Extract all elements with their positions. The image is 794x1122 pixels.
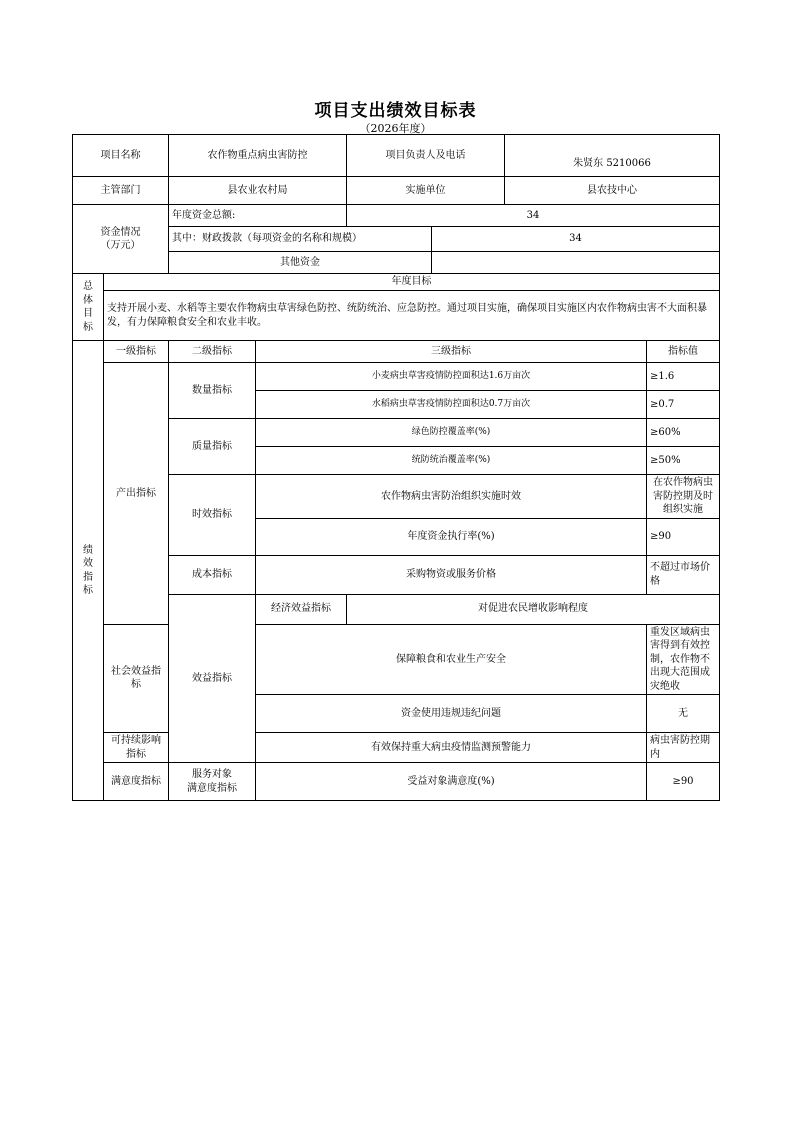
funds-other-label: 其他资金 (169, 252, 432, 274)
goal-label-char: 目 (83, 308, 93, 319)
dept-label: 主管部门 (73, 177, 169, 205)
indicators-label-char: 指 (83, 571, 93, 583)
header-value: 指标值 (647, 341, 720, 363)
funds-fiscal: 34 (432, 227, 720, 252)
impl-label: 实施单位 (347, 177, 505, 205)
service-label (169, 763, 256, 801)
indicator-name: 年度资金执行率(%) (256, 518, 647, 555)
goal-header: 年度目标 (104, 274, 720, 291)
funds-total-label: 年度资金总额: (169, 205, 347, 227)
indicator-value: 无 (647, 695, 720, 733)
indicator-name: 统防统治覆盖率(%) (256, 447, 647, 475)
project-name: 农作物重点病虫害防控 (169, 135, 347, 177)
dept: 县农业农村局 (169, 177, 347, 205)
indicator-value: ≥0.7 (647, 391, 720, 419)
funds-label (73, 205, 169, 274)
indicator-value: ≥60% (647, 419, 720, 447)
cost-label: 成本指标 (169, 555, 256, 594)
header-level2: 二级指标 (169, 341, 256, 363)
page-year: （2026年度） (359, 122, 432, 135)
indicator-value: 重发区域病虫害得到有效控制，农作物不出现大范围成灾绝收 (647, 624, 720, 695)
indicators-label-char: 效 (83, 558, 93, 569)
header-level3: 三级指标 (256, 341, 647, 363)
indicator-name: 绿色防控覆盖率(%) (256, 419, 647, 447)
indicator-name: 水稻病虫草害疫情防控面积达0.7万亩次 (256, 391, 647, 419)
funds-label-line2: （万元） (100, 240, 141, 251)
goal-text: 支持开展小麦、水稻等主要农作物病虫草害绿色防控、统防统治、应急防控。通过项目实施，确保项目实施区内农作物病虫害不大面积暴发，有力保障粮食安全和农业丰收。 (104, 291, 720, 341)
performance-table (72, 134, 720, 801)
economic-label: 经济效益指标 (256, 594, 347, 624)
quantity-label: 数量指标 (169, 363, 256, 419)
indicator-value: ≥90 (647, 763, 720, 801)
indicators-label-char: 标 (83, 585, 93, 596)
indicator-name: 农作物病虫害防治组织实施时效 (256, 475, 647, 519)
impl: 县农技中心 (505, 177, 720, 205)
indicator-name: 有效保持重大病虫疫情监测预警能力 (256, 733, 647, 763)
goal-label-char: 体 (83, 294, 93, 306)
output-label: 产出指标 (104, 363, 169, 625)
funds-fiscal-label: 其中：财政拨款（每项资金的名称和规模） (169, 227, 432, 252)
service-label-line1: 服务对象 (192, 769, 232, 780)
benefit-label: 效益指标 (169, 594, 256, 763)
indicators-label-char: 绩 (83, 544, 93, 556)
indicator-value: ≥50% (647, 447, 720, 475)
timeliness-label: 时效指标 (169, 475, 256, 556)
indicator-value: 病虫害防控期内 (647, 733, 720, 763)
project-contact-label: 项目负责人及电话 (347, 135, 505, 177)
satisfaction-label: 满意度指标 (104, 763, 169, 801)
indicators-label (73, 341, 104, 801)
page-title: 项目支出绩效目标表 (314, 101, 477, 121)
project-name-label: 项目名称 (73, 135, 169, 177)
funds-other (432, 252, 720, 274)
indicator-name: 资金使用违规违纪问题 (256, 695, 647, 733)
indicator-name: 受益对象满意度(%) (256, 763, 647, 801)
social-label: 社会效益指标 (104, 624, 169, 733)
funds-label-line1: 资金情况 (100, 226, 141, 238)
indicator-name: 保障粮食和农业生产安全 (256, 624, 647, 695)
indicator-value: 不超过市场价格 (647, 555, 720, 594)
funds-total: 34 (347, 205, 720, 227)
goal-label-char: 标 (83, 321, 93, 333)
project-contact: 朱贤东 5210066 (505, 135, 720, 177)
indicator-value: 在农作物病虫害防控期及时组织实施 (647, 475, 720, 519)
quality-label: 质量指标 (169, 419, 256, 475)
header-level1: 一级指标 (104, 341, 169, 363)
service-label-line2: 满意度指标 (187, 782, 237, 794)
goal-label-char: 总 (83, 281, 93, 292)
indicator-name: 小麦病虫草害疫情防控面积达1.6万亩次 (256, 363, 647, 391)
indicator-value: ≥90 (647, 518, 720, 555)
indicator-value: ≥1.6 (647, 363, 720, 391)
sustainable-label: 可持续影响指标 (104, 733, 169, 763)
indicator-name: 采购物资或服务价格 (256, 555, 647, 594)
goal-label (73, 274, 104, 341)
indicator-name: 对促进农民增收影响程度 (347, 594, 720, 624)
